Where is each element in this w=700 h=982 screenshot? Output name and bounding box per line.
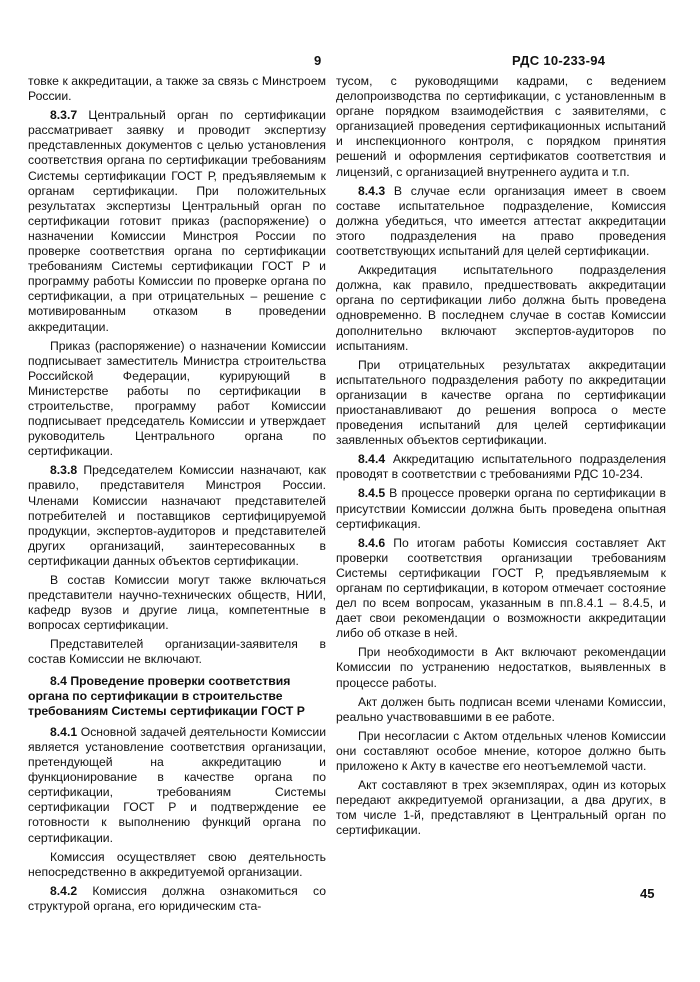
paragraph — [28, 725, 326, 846]
clause-text: Центральный орган по сертификации рассматривает заявку и проводит экспертизу представленных документов с целью установления соответствия органа по сертификации требованиям Системы сертификации ГОСТ Р, предъявляемым к органам сертификации. При положительных результатах экспертизы Центральный орган по сертификации готовит приказ (распоряжение) о назначении Комиссии Минстроя России по проверке соответствия органа по сертификации требованиям Системы сертификации ГОСТ Р и программу работы Комиссии по проверке органа по сертификации, а при отрицательных – решение с мотивированным отказом в проведении аккредитации. — [28, 108, 326, 334]
page-number-top: 9 — [314, 53, 322, 68]
paragraph — [336, 536, 666, 642]
clause-number: 8.4.2 — [50, 883, 78, 898]
clause-text: В процессе проверки органа по сертификации в присутствии Комиссии должна быть проведена опытная сертификация. — [336, 486, 666, 531]
clause-number: 8.4.1 — [50, 724, 78, 739]
paragraph: В состав Комиссии могут также включаться представители научно-технических обществ, НИИ, кафедр вузов и другие лица, компетентные в вопросах сертификации. — [28, 573, 326, 633]
paragraph: Акт составляют в трех экземплярах, один из которых передают аккредитуемой организации, а два других, в том числе 1-й, представляют в Центральный орган по сертификации. — [336, 778, 666, 838]
paragraph: Аккредитация испытательного подразделения должна, как правило, предшествовать аккредитации органа по сертификации либо должна быть проведена одновременно. В последнем случае в состав Комиссии дополнительно включают экспертов-аудиторов по испытаниям. — [336, 263, 666, 353]
clause-text: По итогам работы Комиссия составляет Акт проверки соответствия организации требованиям Системы сертификации ГОСТ Р, предъявляемым к органам по сертификации, в котором отмечает состояние дел по всем вопросам, указанным в пп.8.4.1 – 8.4.5, и дает свои рекомендации о возможности аккредитации либо об отказе в ней. — [336, 535, 666, 641]
paragraph: Комиссия осуществляет свою деятельность непосредственно в аккредитуемой организации. — [28, 849, 326, 879]
clause-number: 8.4.5 — [358, 486, 386, 501]
paragraph: товке к аккредитации, а также за связь с Минстроем России. — [28, 74, 326, 104]
paragraph — [336, 184, 666, 259]
clause-text: Аккредитацию испытательного подразделения проводят в соответствии с требованиями РДС 10-234. — [336, 452, 666, 482]
paragraph: При несогласии с Актом отдельных членов Комиссии они составляют особое мнение, которое должно быть приложено к Акту в качестве его неотъемлемой части. — [336, 728, 666, 774]
clause-number: 8.4.3 — [358, 183, 386, 198]
paragraph — [28, 108, 326, 334]
right-column — [336, 74, 666, 843]
clause-number: 8.4.6 — [358, 535, 386, 550]
paragraph — [336, 486, 666, 531]
page-number-bottom: 45 — [640, 886, 655, 901]
clause-number: 8.3.7 — [50, 108, 78, 123]
document-code: РДС 10-233-94 — [512, 53, 606, 68]
section-heading: 8.4 Проведение проверки соответствия органа по сертификации в строительстве требованиям Системы сертификации ГОСТ Р — [28, 673, 305, 718]
paragraph: тусом, с руководящими кадрами, с ведением делопроизводства по сертификации, с установленным в органе порядком взаимодействия с заявителями, с организацией проведения сертификационных испытаний и инспекционного контроля, с порядком принятия решений и оформления сертификатов соответствия и лицензий, с организацией внутреннего аудита и т.п. — [336, 74, 666, 179]
paragraph: При необходимости в Акт включают рекомендации Комиссии по устранению недостатков, выявленных в процессе работы. — [336, 645, 666, 690]
paragraph — [336, 452, 666, 482]
paragraph: Акт должен быть подписан всеми членами Комиссии, реально участвовавшими в ее работе. — [336, 694, 666, 724]
paragraph — [28, 463, 326, 569]
clause-text: Председателем Комиссии назначают, как правило, представителя Минстроя России. Членами Комиссии назначают представителей потребителей и поставщиков сертифицируемой продукции, экспертов-аудиторов и представителей других организаций, заинтересованных в сертификации данных объектов сертификации. — [28, 463, 326, 568]
clause-number: 8.3.8 — [50, 463, 78, 478]
clause-text: Комиссия должна ознакомиться со структурой органа, его юридическим ста- — [28, 883, 326, 913]
clause-text: Основной задачей деятельности Комиссии является установление соответствия организации, претендующей на аккредитацию и функционирование в качестве органа по сертификации, требованиям Системы сертификации ГОСТ Р и подтверждение ее готовности к выполнению функций органа по сертификации. — [28, 724, 326, 845]
left-column — [28, 74, 326, 918]
paragraph: Представителей организации-заявителя в состав Комиссии не включают. — [28, 637, 326, 667]
clause-text: В случае если организация имеет в своем составе испытательное подразделение, Комиссия должна убедиться, что имеется аттестат аккредитации этого подразделения на право проведения соответствующих испытаний для целей сертификации. — [336, 183, 666, 259]
clause-number: 8.4.4 — [358, 452, 386, 467]
paragraph: Приказ (распоряжение) о назначении Комиссии подписывает заместитель Министра строительства Российской Федерации, курирующий в Министерстве работы по сертификации в строительстве, программу работ Комиссии подписывает председатель Комиссии и утверждает руководитель Центрального органа по сертификации. — [28, 338, 326, 459]
paragraph: При отрицательных результатах аккредитации испытательного подразделения работу по аккредитации организации в качестве органа по сертификации приостанавливают до решения вопроса о месте проведения испытаний для целей сертификации заявленных объектов сертификации. — [336, 357, 666, 448]
paragraph — [28, 884, 326, 914]
